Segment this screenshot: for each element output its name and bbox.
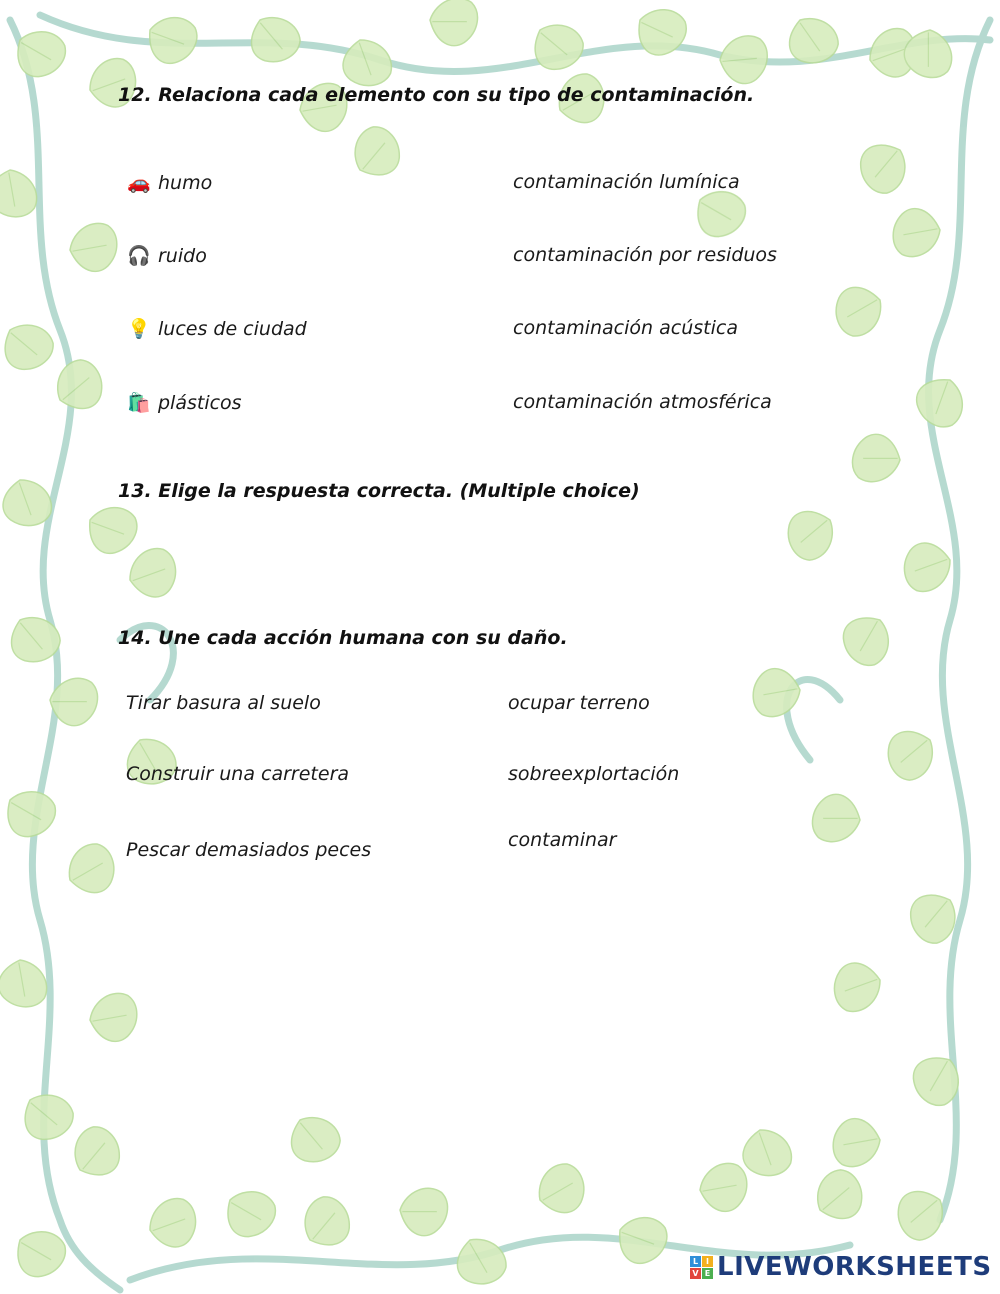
- ex12-left-item[interactable]: [126, 391, 242, 414]
- shopping-bags-icon: 🛍️: [127, 392, 151, 414]
- ex14-left-item[interactable]: Pescar demasiados peces: [126, 839, 372, 861]
- ex14-left-item[interactable]: Tirar basura al suelo: [126, 692, 321, 714]
- ex14-right-item[interactable]: ocupar terreno: [508, 692, 650, 714]
- ex12-left-item[interactable]: [126, 171, 212, 194]
- headphones-icon: 🎧: [127, 245, 151, 267]
- ex12-right-item[interactable]: contaminación atmosférica: [513, 391, 772, 413]
- exercise-12-title: 12. Relaciona cada elemento con su tipo de contaminación.: [118, 84, 755, 106]
- logo-text: LIVEWORKSHEETS: [717, 1252, 992, 1282]
- ex12-left-label: luces de ciudad: [158, 317, 307, 340]
- exercise-13-title: 13. Elige la respuesta correcta. (Multiple choice): [118, 480, 640, 502]
- ex14-right-item[interactable]: sobreexplortación: [508, 763, 680, 785]
- ex12-left-label: plásticos: [158, 391, 242, 414]
- ex12-left-item[interactable]: [126, 317, 307, 340]
- liveworksheets-logo-icon: L I V E: [690, 1256, 713, 1279]
- exercise-14-title: 14. Une cada acción humana con su daño.: [118, 627, 568, 649]
- ex12-left-label: humo: [158, 171, 213, 194]
- liveworksheets-logo[interactable]: [690, 1252, 992, 1282]
- ex12-left-label: ruido: [158, 244, 207, 267]
- light-bulb-icon: 💡: [127, 318, 151, 340]
- ex14-right-item[interactable]: contaminar: [508, 829, 617, 851]
- ex14-left-item[interactable]: Construir una carretera: [126, 763, 350, 785]
- ex12-right-item[interactable]: contaminación por residuos: [513, 244, 777, 266]
- ex12-right-item[interactable]: contaminación acústica: [513, 317, 738, 339]
- ex12-right-item[interactable]: contaminación lumínica: [513, 171, 740, 193]
- car-icon: 🚗: [127, 172, 151, 194]
- ex12-left-item[interactable]: [126, 244, 207, 267]
